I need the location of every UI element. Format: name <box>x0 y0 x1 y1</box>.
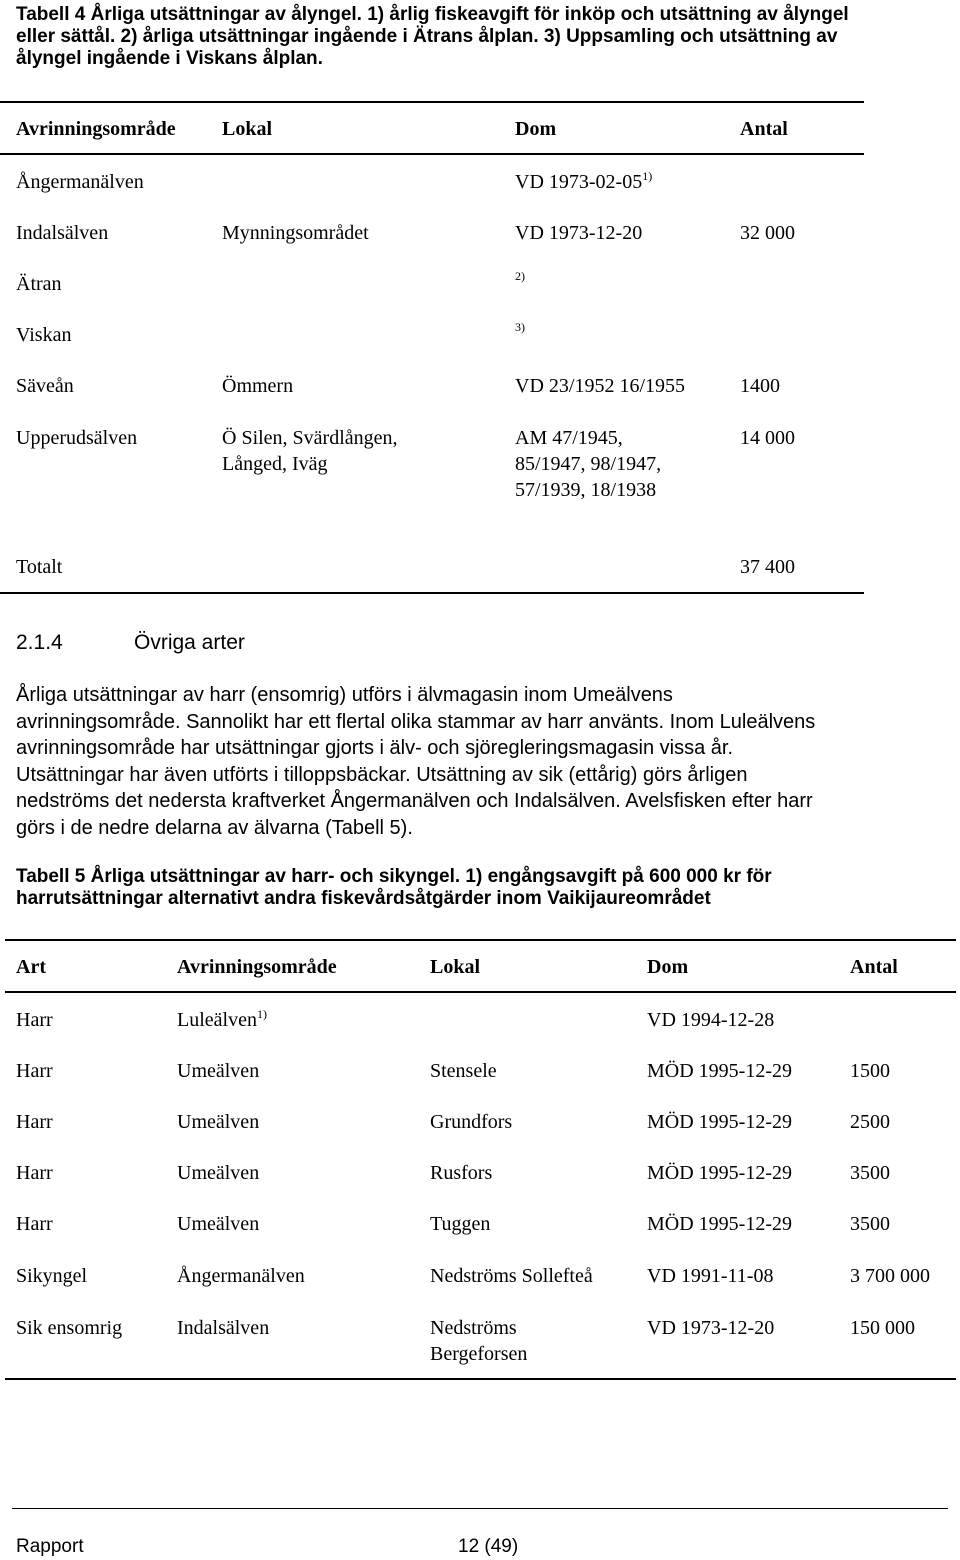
table4-header-dom: Dom <box>515 118 557 140</box>
table5-cell-area: Umeälven <box>177 1162 260 1184</box>
table5-header-art: Art <box>16 956 46 978</box>
table5-cell-lokal: Stensele <box>430 1060 497 1082</box>
table5-cell-art: Harr <box>16 1009 53 1031</box>
table5-cell-art: Sikyngel <box>16 1265 88 1287</box>
table5-cell-antal: 1500 <box>850 1060 890 1082</box>
table5-cell-art: Harr <box>16 1111 53 1133</box>
table4-cell-area: Viskan <box>16 324 72 346</box>
table5-cell-antal: 3500 <box>850 1162 890 1184</box>
table4-caption <box>16 4 946 70</box>
table4-header-rule <box>0 153 864 155</box>
table5-cell-lokal: Grundfors <box>430 1111 513 1133</box>
cell-line: Bergeforsen <box>430 1343 528 1365</box>
table4-caption-line: eller sättål. 2) årliga utsättningar ingående i Ätrans ålplan. 3) Uppsamling och utsättning av <box>16 26 838 47</box>
table5-cell-area: Indalsälven <box>177 1317 270 1339</box>
table4-total-label: Totalt <box>16 556 63 578</box>
table5-cell-dom: VD 1994-12-28 <box>647 1009 775 1031</box>
table5-header-dom: Dom <box>647 956 689 978</box>
cell-line: 85/1947, 98/1947, <box>515 453 662 475</box>
table4-cell-dom: VD 1973-12-20 <box>515 222 643 244</box>
table5-caption-line: Tabell 5 Årliga utsättningar av harr- och sikyngel. 1) engångsavgift på 600 000 kr för <box>16 866 772 887</box>
table5-header-lokal: Lokal <box>430 956 481 978</box>
table5-cell-dom: VD 1991-11-08 <box>647 1265 774 1287</box>
table4-cell-dom: VD 1973-02-05$^{1)}$ <box>515 169 653 193</box>
paragraph-line: avrinningsområde. Sannolikt har ett flertal olika stammar av harr använts. Inom Luleälvens <box>16 710 816 733</box>
table5-caption-line: harrutsättningar alternativt andra fiskevårdsåtgärder inom Vaikijaureområdet <box>16 888 711 909</box>
table5-bottom-rule <box>5 1378 956 1380</box>
table5-cell-dom: MÖD 1995-12-29 <box>647 1213 792 1235</box>
table5-cell-antal: 2500 <box>850 1111 890 1133</box>
table5-cell-art: Harr <box>16 1162 53 1184</box>
table5-cell-lokal: Tuggen <box>430 1213 491 1235</box>
table4-header-antal: Antal <box>740 118 788 140</box>
table5-cell-area: Luleälven$^{1)}$ <box>177 1007 267 1031</box>
table5-cell-lokal: Rusfors <box>430 1162 493 1184</box>
table4-cell-area: Indalsälven <box>16 222 109 244</box>
table5-cell-lokal: Nedströms Sollefteå <box>430 1265 593 1287</box>
table5-cell-area: Ångermanälven <box>177 1265 305 1287</box>
table4-cell-lokal <box>222 425 398 477</box>
paragraph-line: nedströms det nedersta kraftverket Ångermanälven och Indalsälven. Avelsfisken efter harr <box>16 790 813 812</box>
table4-cell-lokal: Mynningsområdet <box>222 222 369 244</box>
table5-cell-art: Harr <box>16 1213 53 1235</box>
table4-cell-area: Säveån <box>16 375 74 397</box>
table4-cell-antal: 32 000 <box>740 222 795 244</box>
cell-line: Ö Silen, Svärdlången, <box>222 427 398 449</box>
cell-line: Nedströms <box>430 1317 517 1339</box>
table4-top-rule <box>0 101 864 103</box>
table5-cell-antal: 150 000 <box>850 1317 915 1339</box>
paragraph-line: avrinningsområde har utsättningar gjorts i älv- och sjöregleringsmagasin vissa år. <box>16 737 734 759</box>
cell-line: 57/1939, 18/1938 <box>515 479 657 501</box>
footer-page-number: 12 (49) <box>458 1536 519 1557</box>
table4-cell-antal: 1400 <box>740 375 780 397</box>
table5-header-antal: Antal <box>850 956 898 978</box>
footnote-marker: 1) <box>256 1007 267 1021</box>
table4-cell-lokal: Ömmern <box>222 375 294 397</box>
table5-cell-antal: 3 700 000 <box>850 1265 930 1287</box>
table4-header-area: Avrinningsområde <box>16 118 176 140</box>
section-paragraph <box>16 682 946 841</box>
table4-cell-antal: 14 000 <box>740 427 795 449</box>
table5-cell-dom: MÖD 1995-12-29 <box>647 1111 792 1133</box>
footnote-marker: 1) <box>642 169 653 183</box>
cell-line: Långed, Iväg <box>222 453 328 475</box>
footnote-marker: 2) <box>515 269 525 283</box>
footer-report-label: Rapport <box>16 1536 84 1557</box>
table5-cell-area: Umeälven <box>177 1060 260 1082</box>
table5-cell-dom: VD 1973-12-20 <box>647 1317 775 1339</box>
paragraph-line: Utsättningar har även utförts i tilloppsbäckar. Utsättning av sik (ettårig) görs årligen <box>16 763 748 786</box>
table5-cell-area: Umeälven <box>177 1111 260 1133</box>
table5-cell-area: Umeälven <box>177 1213 260 1235</box>
table4-cell-dom: VD 23/1952 16/1955 <box>515 375 685 397</box>
table5-cell-lokal <box>430 1315 527 1367</box>
table5-cell-art: Harr <box>16 1060 53 1082</box>
table5-cell-dom: MÖD 1995-12-29 <box>647 1060 792 1082</box>
table4-caption-line: Tabell 4 Årliga utsättningar av ålyngel. 1) årlig fiskeavgift för inköp och utsättning av ålyngel <box>16 4 849 25</box>
table4-caption-line: ålyngel ingående i Viskans ålplan. <box>16 48 323 69</box>
section-number: 2.1.4 <box>16 631 63 654</box>
table5-header-area: Avrinningsområde <box>177 956 337 978</box>
table5-header-rule <box>5 991 956 993</box>
table5-cell-art: Sik ensomrig <box>16 1317 123 1339</box>
section-title: Övriga arter <box>134 631 245 654</box>
paragraph-line: görs i de nedre delarna av älvarna (Tabell 5). <box>16 816 413 839</box>
footer-rule <box>12 1508 948 1509</box>
table4-cell-dom <box>515 425 661 503</box>
table5-cell-antal: 3500 <box>850 1213 890 1235</box>
table4-cell-area: Upperudsälven <box>16 427 138 449</box>
table4-header-lokal: Lokal <box>222 118 273 140</box>
table5-cell-dom: MÖD 1995-12-29 <box>647 1162 792 1184</box>
table4-cell-area: Ångermanälven <box>16 171 144 193</box>
table4-total-value: 37 400 <box>740 556 795 578</box>
table5-caption <box>16 866 946 910</box>
footnote-marker: 3) <box>515 320 525 334</box>
table4-cell-area: Ätran <box>16 273 62 295</box>
table4-bottom-rule <box>0 592 864 594</box>
paragraph-line: Årliga utsättningar av harr (ensomrig) utförs i älvmagasin inom Umeälvens <box>16 684 673 706</box>
table5-top-rule <box>5 939 956 941</box>
cell-line: AM 47/1945, <box>515 427 623 449</box>
